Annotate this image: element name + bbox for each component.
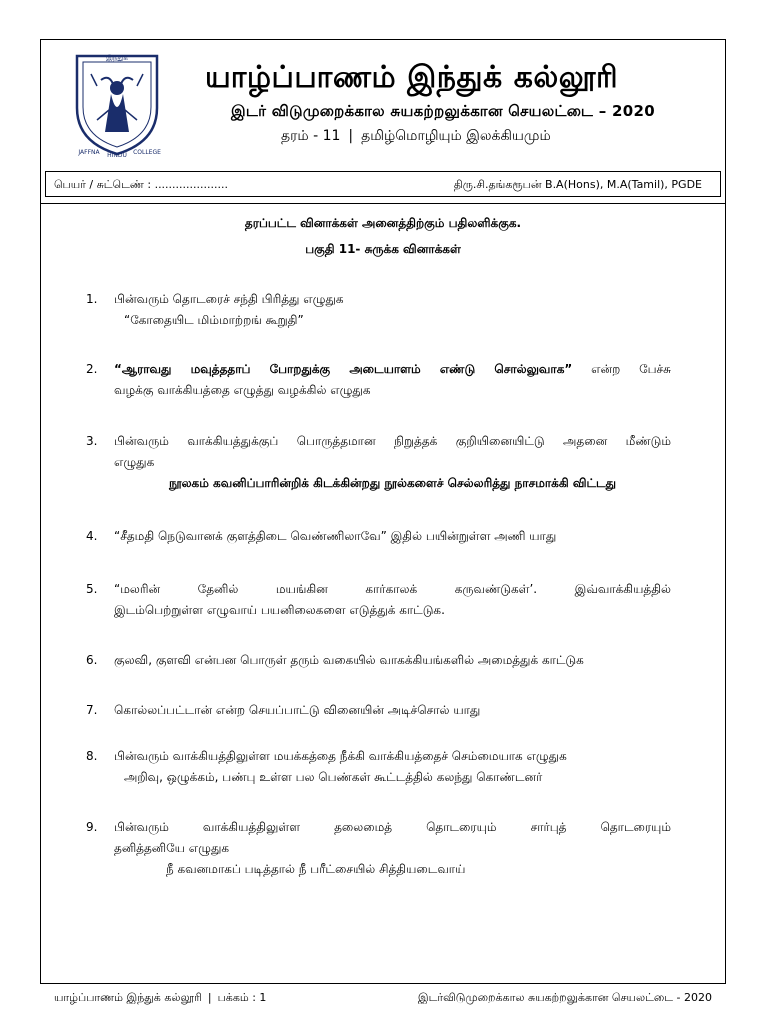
footer-left — [54, 991, 266, 1006]
separator: | — [207, 991, 212, 1004]
question-text: பின்வரும் தொடரைச் சந்தி பிரித்து எழுதுக — [114, 292, 344, 306]
question-text: பின்வரும் வாக்கியத்திலுள்ள மயக்கத்தை நீக்கி வாக்கியத்தைச் செம்மையாக எழுதுக — [114, 749, 567, 763]
subject: தமிழ்மொழியும் இலக்கியமும் — [361, 128, 551, 144]
crest-bottom-text: HINDU — [107, 152, 127, 158]
question-number: 9. — [86, 820, 98, 834]
school-crest-logo — [61, 50, 173, 158]
question-5 — [86, 579, 671, 621]
footer-school: யாழ்ப்பாணம் இந்துக் கல்லூரி — [54, 991, 202, 1004]
question-number: 3. — [86, 434, 98, 448]
question-number: 4. — [86, 529, 98, 543]
crest-left-text: JAFFNA — [78, 149, 100, 156]
question-2 — [86, 359, 671, 401]
question-1 — [86, 289, 671, 331]
question-sentence: நூலகம் கவனிப்பாரின்றிக் கிடக்கின்றது நூல்களைச் செல்லரித்து நாசமாக்கி விட்டது — [168, 476, 616, 490]
question-3 — [86, 431, 671, 494]
question-text: “சீதமதி நெடுவானக் குளத்திடை வெண்ணிலாவே” இதில் பயின்றுள்ள அணி யாது — [114, 529, 557, 543]
school-name: யாழ்ப்பாணம் இந்துக் கல்லூரி — [205, 60, 619, 95]
crest-top-text: இந்துக் — [106, 54, 128, 62]
question-text: பின்வரும் வாக்கியத்திலுள்ள தலைமைத் தொடரையும் சார்புத் தொடரையும் — [114, 820, 671, 834]
question-phrase: “கோதையிட மிம்மாற்றங் கூறுதி” — [124, 313, 304, 327]
grade: தரம் - 11 — [281, 128, 341, 144]
crest-right-text: COLLEGE — [133, 149, 161, 156]
page-frame — [40, 39, 726, 984]
question-text: தனித்தனியே எழுதுக — [114, 841, 230, 855]
header-divider — [41, 203, 725, 204]
question-number: 6. — [86, 653, 98, 667]
question-text: வழக்கு வாக்கியத்தை எழுத்து வழக்கில் எழுதுக — [114, 383, 371, 397]
worksheet-subtitle: இடர் விடுமுறைக்கால சுயகற்றலுக்கான செயலட்டை – 2020 — [231, 102, 655, 120]
question-sentence: அறிவு, ஒழுக்கம், பண்பு உள்ள பல பெண்கள் கூட்டத்தில் கலந்து கொண்டனர் — [124, 770, 543, 784]
question-text: என்ற பேச்சு — [572, 362, 672, 376]
footer-worksheet-title: இடர்விடுமுறைக்கால சுயகற்றலுக்கான செயலட்டை - 2020 — [417, 991, 712, 1004]
question-9 — [86, 817, 671, 880]
question-sentence: நீ கவனமாகப் படித்தால் நீ பரீட்சையில் சித்தியடைவாய் — [166, 862, 466, 876]
question-number: 1. — [86, 292, 98, 306]
question-text: கொல்லப்பட்டான் என்ற செயப்பாட்டு வினையின் அடிச்சொல் யாது — [114, 703, 481, 717]
separator: | — [348, 128, 354, 144]
question-6 — [86, 650, 671, 671]
dialect-quote: “ஆராவது மவுத்ததாப் போறதுக்கு அடையாளம் எண்டு சொல்லுவாக” — [114, 362, 573, 376]
question-number: 5. — [86, 582, 98, 596]
question-number: 7. — [86, 703, 98, 717]
section-title: பகுதி 11- சுருக்க வினாக்கள் — [305, 242, 461, 256]
question-text: “மலரின் தேனில் மயங்கின கார்காலக் கருவண்டுகள்’. இவ்வாக்கியத்தில் — [114, 582, 671, 596]
main-instruction: தரப்பட்ட வினாக்கள் அனைத்திற்கும் பதிலளிக்குக. — [244, 216, 522, 230]
question-number: 2. — [86, 362, 98, 376]
question-text-line — [114, 359, 671, 380]
grade-subject-line — [281, 128, 551, 146]
page-number: பக்கம் : 1 — [217, 991, 267, 1004]
header — [41, 40, 725, 191]
question-8 — [86, 746, 671, 788]
question-7 — [86, 700, 671, 721]
question-text: இடம்பெற்றுள்ள எழுவாய் பயனிலைகளை எடுத்துக் காட்டுக. — [114, 603, 445, 617]
student-name-field[interactable]: பெயர் / சுட்டெண் : ..................... — [54, 178, 228, 191]
question-text: குலவி, குளவி என்பன பொருள் தரும் வகையில் வாகக்கியங்களில் அமைத்துக் காட்டுக — [114, 653, 584, 667]
student-info-box — [45, 171, 721, 197]
question-4 — [86, 526, 671, 547]
question-text: எழுதுக — [114, 455, 155, 469]
question-text: பின்வரும் வாக்கியத்துக்குப் பொருத்தமான நிறுத்தக் குறியினையிட்டு அதனை மீண்டும் — [114, 434, 671, 448]
question-number: 8. — [86, 749, 98, 763]
teacher-name: திரு.சி.தங்கரூபன் B.A(Hons), M.A(Tamil), PGDE — [453, 178, 702, 191]
